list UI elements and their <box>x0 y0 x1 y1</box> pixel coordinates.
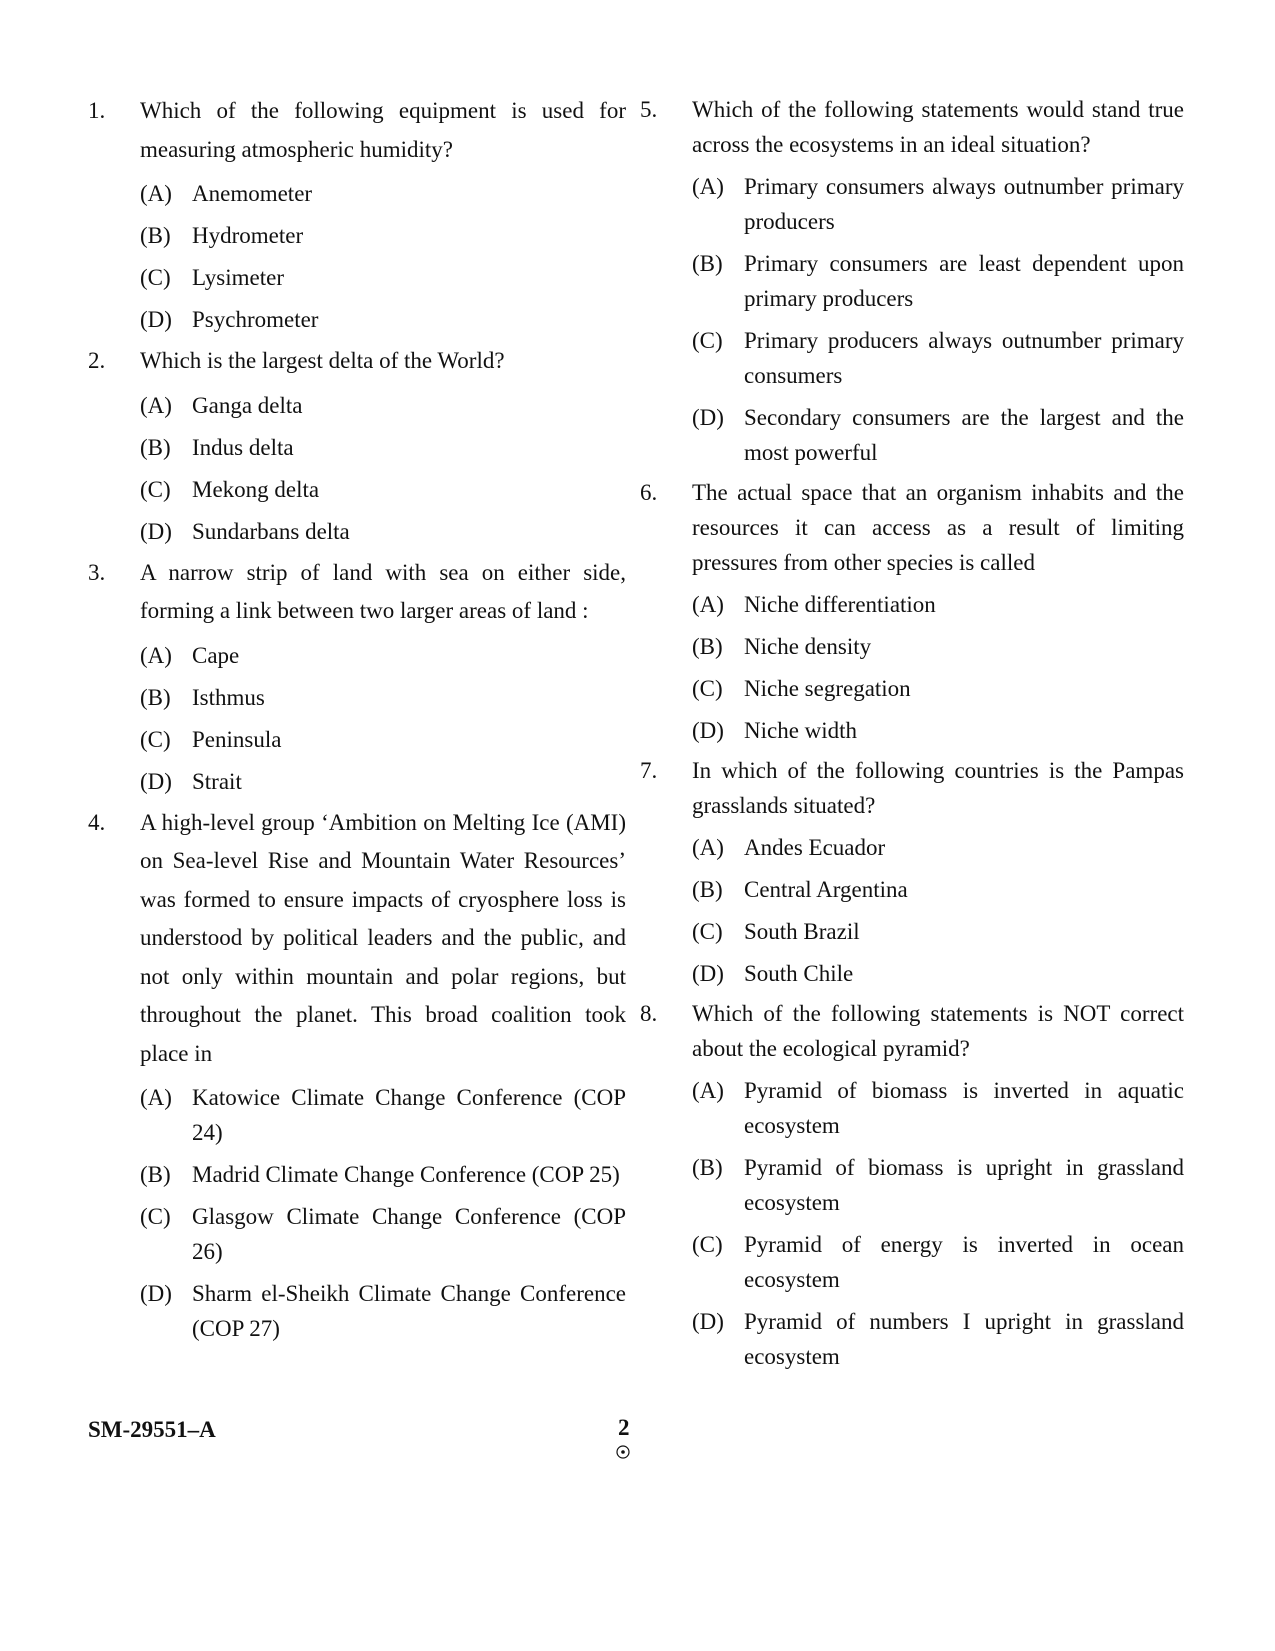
option-letter: (D) <box>692 961 724 986</box>
option-text: Mekong delta <box>192 476 320 502</box>
question-text: Which is the largest delta of the World? <box>140 348 505 373</box>
option-letter: (B) <box>140 434 171 460</box>
option-letter: (A) <box>692 1078 724 1103</box>
question-text: A narrow strip of land with sea on either side, forming a link between two larger areas of land : <box>140 559 626 623</box>
option-letter: (A) <box>692 174 724 199</box>
option-text: Anemometer <box>192 181 313 206</box>
answer-option <box>140 472 626 507</box>
answer-options <box>140 1080 626 1346</box>
question-1 <box>88 92 626 337</box>
question-2 <box>88 342 626 549</box>
option-text: Katowice Climate Change Conference (COP 24) <box>192 1085 626 1145</box>
question-number: 4. <box>88 809 106 835</box>
answer-option <box>140 764 626 799</box>
answer-option <box>692 830 1184 865</box>
answer-option <box>140 514 626 549</box>
answer-option <box>140 680 626 715</box>
option-text: Pyramid of numbers I upright in grassland ecosystem <box>744 1309 1184 1369</box>
question-number: 7. <box>640 758 658 783</box>
option-letter: (D) <box>692 718 724 743</box>
option-letter: (D) <box>692 1309 724 1334</box>
answer-option <box>692 246 1184 316</box>
answer-option <box>140 218 626 253</box>
answer-options <box>140 176 626 337</box>
question-8 <box>640 996 1184 1374</box>
circled-dot-icon <box>616 1445 630 1459</box>
option-text: Cape <box>192 642 240 668</box>
answer-option <box>140 1157 626 1192</box>
answer-option <box>692 1227 1184 1297</box>
option-letter: (B) <box>692 877 723 902</box>
option-letter: (C) <box>140 726 171 752</box>
answer-option <box>692 914 1184 949</box>
option-letter: (D) <box>140 768 172 794</box>
option-letter: (C) <box>140 476 171 502</box>
answer-options <box>692 1073 1184 1374</box>
question-text: In which of the following countries is the Pampas grasslands situated? <box>692 758 1184 818</box>
option-text: Pyramid of biomass is upright in grassland ecosystem <box>744 1155 1184 1215</box>
option-letter: (D) <box>140 1281 172 1306</box>
option-letter: (A) <box>140 392 172 418</box>
answer-options <box>140 638 626 799</box>
option-text: Pyramid of biomass is inverted in aquatic ecosystem <box>744 1078 1184 1138</box>
option-letter: (A) <box>140 642 172 668</box>
option-letter: (C) <box>692 676 723 701</box>
option-text: Strait <box>192 768 242 794</box>
option-text: Hydrometer <box>192 223 304 248</box>
option-letter: (C) <box>692 1232 723 1257</box>
option-text: Peninsula <box>192 726 282 752</box>
option-letter: (C) <box>140 1204 171 1229</box>
answer-option <box>692 956 1184 991</box>
question-text: A high-level group ‘Ambition on Melting Ice (AMI) on Sea-level Rise and Mountain Water Resources’ was formed to ensure impacts of cryosphere loss is understood by political leaders and the public, and not only within mountain and polar regions, but throughout the planet. This broad coalition took place in <box>140 809 626 1066</box>
question-6 <box>640 475 1184 748</box>
answer-options <box>692 169 1184 470</box>
option-text: South Chile <box>744 961 854 986</box>
option-text: Niche segregation <box>744 676 911 701</box>
answer-option <box>140 1199 626 1269</box>
answer-option <box>140 1080 626 1150</box>
answer-option <box>140 430 626 465</box>
option-text: Glasgow Climate Change Conference (COP 26) <box>192 1204 626 1264</box>
option-text: Secondary consumers are the largest and the most powerful <box>744 405 1184 465</box>
option-letter: (B) <box>692 634 723 659</box>
question-7 <box>640 753 1184 991</box>
option-text: Niche width <box>744 718 858 743</box>
option-text: Isthmus <box>192 684 265 710</box>
answer-option <box>692 1150 1184 1220</box>
option-letter: (B) <box>692 1155 723 1180</box>
option-letter: (A) <box>140 181 172 206</box>
option-text: South Brazil <box>744 919 860 944</box>
answer-option <box>140 638 626 673</box>
answer-option <box>140 176 626 211</box>
question-number: 1. <box>88 98 106 123</box>
option-letter: (A) <box>692 592 724 617</box>
option-letter: (B) <box>140 1162 171 1187</box>
answer-option <box>692 587 1184 622</box>
answer-option <box>692 1304 1184 1374</box>
option-letter: (A) <box>692 835 724 860</box>
option-text: Pyramid of energy is inverted in ocean ecosystem <box>744 1232 1184 1292</box>
option-text: Niche density <box>744 634 872 659</box>
answer-option <box>692 400 1184 470</box>
option-letter: (A) <box>140 1085 172 1110</box>
option-text: Lysimeter <box>192 265 284 290</box>
option-text: Primary producers always outnumber primary consumers <box>744 328 1184 388</box>
option-letter: (B) <box>140 223 171 248</box>
question-number: 5. <box>640 97 658 122</box>
option-letter: (C) <box>692 328 723 353</box>
question-number: 8. <box>640 1001 658 1026</box>
option-text: Sundarbans delta <box>192 518 350 544</box>
option-text: Ganga delta <box>192 392 303 418</box>
option-text: Andes Ecuador <box>744 835 886 860</box>
answer-option <box>140 722 626 757</box>
question-text: Which of the following equipment is used for measuring atmospheric humidity? <box>140 98 626 162</box>
question-number: 6. <box>640 480 658 505</box>
question-5 <box>640 92 1184 470</box>
answer-option <box>692 323 1184 393</box>
answer-option <box>692 1073 1184 1143</box>
answer-options <box>692 587 1184 748</box>
answer-option <box>692 713 1184 748</box>
option-letter: (C) <box>692 919 723 944</box>
booklet-code: SM-29551–A <box>88 1417 216 1442</box>
option-text: Primary consumers always outnumber primary producers <box>744 174 1184 234</box>
page-number: 2 <box>618 1415 630 1440</box>
answer-option <box>140 302 626 337</box>
answer-option <box>140 388 626 423</box>
answer-option <box>692 629 1184 664</box>
question-number: 3. <box>88 559 106 585</box>
option-letter: (B) <box>692 251 723 276</box>
option-letter: (D) <box>140 518 172 544</box>
option-text: Madrid Climate Change Conference (COP 25) <box>192 1162 620 1187</box>
question-text: Which of the following statements would stand true across the ecosystems in an ideal situation? <box>692 97 1184 157</box>
option-text: Niche differentiation <box>744 592 936 617</box>
question-number: 2. <box>88 348 106 373</box>
option-text: Sharm el-Sheikh Climate Change Conference (COP 27) <box>192 1281 626 1341</box>
answer-option <box>692 872 1184 907</box>
answer-options <box>692 830 1184 991</box>
answer-options <box>140 388 626 549</box>
question-text: Which of the following statements is NOT correct about the ecological pyramid? <box>692 1001 1184 1061</box>
option-letter: (B) <box>140 684 171 710</box>
option-letter: (D) <box>140 307 172 332</box>
answer-option <box>692 169 1184 239</box>
left-column <box>88 92 626 1346</box>
option-letter: (D) <box>692 405 724 430</box>
answer-option <box>140 260 626 295</box>
option-text: Indus delta <box>192 434 294 460</box>
option-text: Central Argentina <box>744 877 908 902</box>
option-letter: (C) <box>140 265 171 290</box>
answer-option <box>140 1276 626 1346</box>
right-column <box>640 92 1184 1374</box>
question-text: The actual space that an organism inhabits and the resources it can access as a result of limiting pressures from other species is called <box>692 480 1184 575</box>
option-text: Psychrometer <box>192 307 319 332</box>
answer-option <box>692 671 1184 706</box>
question-3 <box>88 554 626 799</box>
question-4 <box>88 804 626 1347</box>
option-text: Primary consumers are least dependent upon primary producers <box>744 251 1184 311</box>
